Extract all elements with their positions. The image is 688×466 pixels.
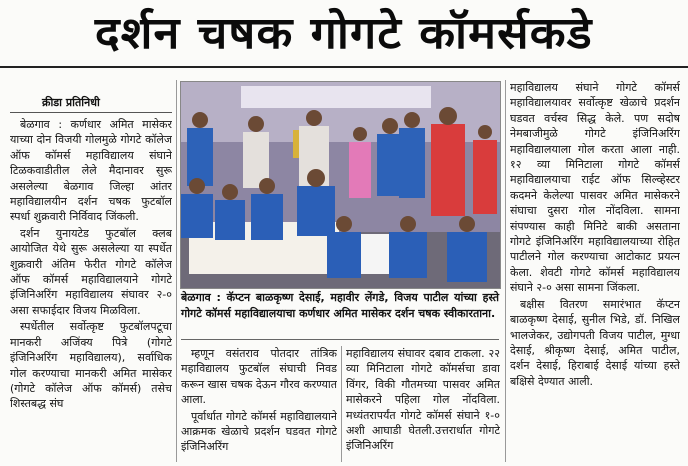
article-column-2 <box>181 346 337 462</box>
col1-paragraph: स्पर्धेतील सर्वोत्कृष्ट फुटबॉलपटूचा मानकरी अजिंक्य पित्रे (गोगटे इंजिनिअरिंग महाविद्यालय), सर्वाधिक गोल करण्याचा मानकरी अमित मासेकर (गोगटे कॉलेज ऑफ कॉमर्स) तसेच शिस्तबद्ध संघ <box>10 320 172 411</box>
headline <box>0 0 688 62</box>
col4-paragraph: महाविद्यालय संघाने गोगटे कॉमर्स महाविद्यालयावर सर्वोत्कृष्ट खेळाचे प्रदर्शन घडवत वर्चस्व सिद्ध केले. पण सदोष नेमबाजीमुळे गोगटे इंजिनिअरिंग महाविद्यालयाला गोल करता आला नाही. १२ व्या मिनिटाला गोगटे कॉमर्स महाविद्यालयाचा राईट ऑफ सिल्व्हेस्टर कदमने केलेल्या पासवर अमित मासेकरने संघाचा दुसरा गोल नोंदविला. सामना संपण्यास काही मिनिटे बाकी असताना गोगटे इंजिनिअरिंग महाविद्यालयाच्या रोहित पाटीलने गोल करण्याचा आटोकाट प्रयत्न केला. शेवटी गोगटे कॉमर्स महाविद्यालय संघाने २-० असा सामना जिंकला. <box>510 81 680 295</box>
byline: क्रीडा प्रतिनिधी <box>42 96 100 109</box>
col3-paragraph: महाविद्यालय संघावर दबाव टाकला. २२ व्या मिनिटाला गोगटे कॉमर्सचा डावा विंगर, विकी गौतमच्या पासवर अमित मासेकरने पहिला गोल नोंदविला. मध्यंतरापर्यंत गोगटे कॉमर्स संघाने १-० अशी आघाडी घेतली.उत्तरार्धात गोगटे इंजिनिअरिंग <box>346 347 500 453</box>
headline-text: दर्शन चषक गोगटे कॉमर्सकडे <box>95 8 593 59</box>
column-divider <box>176 80 177 462</box>
photo-caption: बेळगाव : कॅप्टन बाळकृष्ण देसाई, महावीर लेंगडे, विजय पाटील यांच्या हस्ते गोगटे कॉमर्स महाविद्यालयाचा कर्णधार अमित मासेकर दर्शन चषक स्वीकारताना. <box>181 291 499 320</box>
col2-paragraph: म्हणून वसंतराव पोतदार तांत्रिक महाविद्यालय फुटबॉल संघाची निवड करून खास चषक देऊन गौरव करण्यात आला. <box>181 347 337 407</box>
photo-illustration <box>181 82 500 288</box>
col1-paragraph: दर्शन युनायटेड फुटबॉल क्लब आयोजित येथे सुरू असलेल्या या स्पर्धेत शुक्रवारी अंतिम फेरीत गोगटे कॉलेज ऑफ कॉमर्स महाविद्यालयाने गोगटे इंजिनिअरिंग महाविद्यालय संघावर २-० असा सफाईदार विजय मिळविला. <box>10 226 172 317</box>
caption-rule <box>181 339 499 340</box>
trophy-ceremony-photo <box>180 81 501 289</box>
article-column-1 <box>10 117 172 462</box>
column-divider <box>341 346 342 462</box>
article-column-3 <box>346 346 500 462</box>
col4-paragraph: बक्षीस वितरण समारंभात कॅप्टन बाळकृष्ण देसाई, सुनील भिडे, डॉ. निखिल भालजेकर, उद्योगपती विजय पाटील, मुग्धा देसाई, श्रीकृष्ण देसाई, अमित पाटील, दर्शन देसाई, हिराबाई देसाई यांच्या हस्ते बक्षिसे देण्यात आली. <box>510 297 680 388</box>
byline-rule <box>10 112 172 113</box>
headline-rule <box>0 66 688 68</box>
col1-paragraph: बेळगाव : कर्णधार अमित मासेकर याच्या दोन विजयी गोलमुळे गोगटे कॉलेज ऑफ कॉमर्स महाविद्यालय संघाने टिळकवाडीतील लेले मैदानावर सुरू असलेल्या बेळगाव जिल्हा आंतर महाविद्यालयीन दर्शन चषक फुटबॉल स्पर्धा शुक्रवारी निर्विवाद जिंकली. <box>10 118 172 224</box>
col2-paragraph: पूर्वार्धात गोगटे कॉमर्स महाविद्यालयाने आक्रमक खेळाचे प्रदर्शन घडवत गोगटे इंजिनिअरिंग <box>181 409 337 454</box>
article-column-4 <box>510 80 680 462</box>
column-divider <box>505 80 506 462</box>
